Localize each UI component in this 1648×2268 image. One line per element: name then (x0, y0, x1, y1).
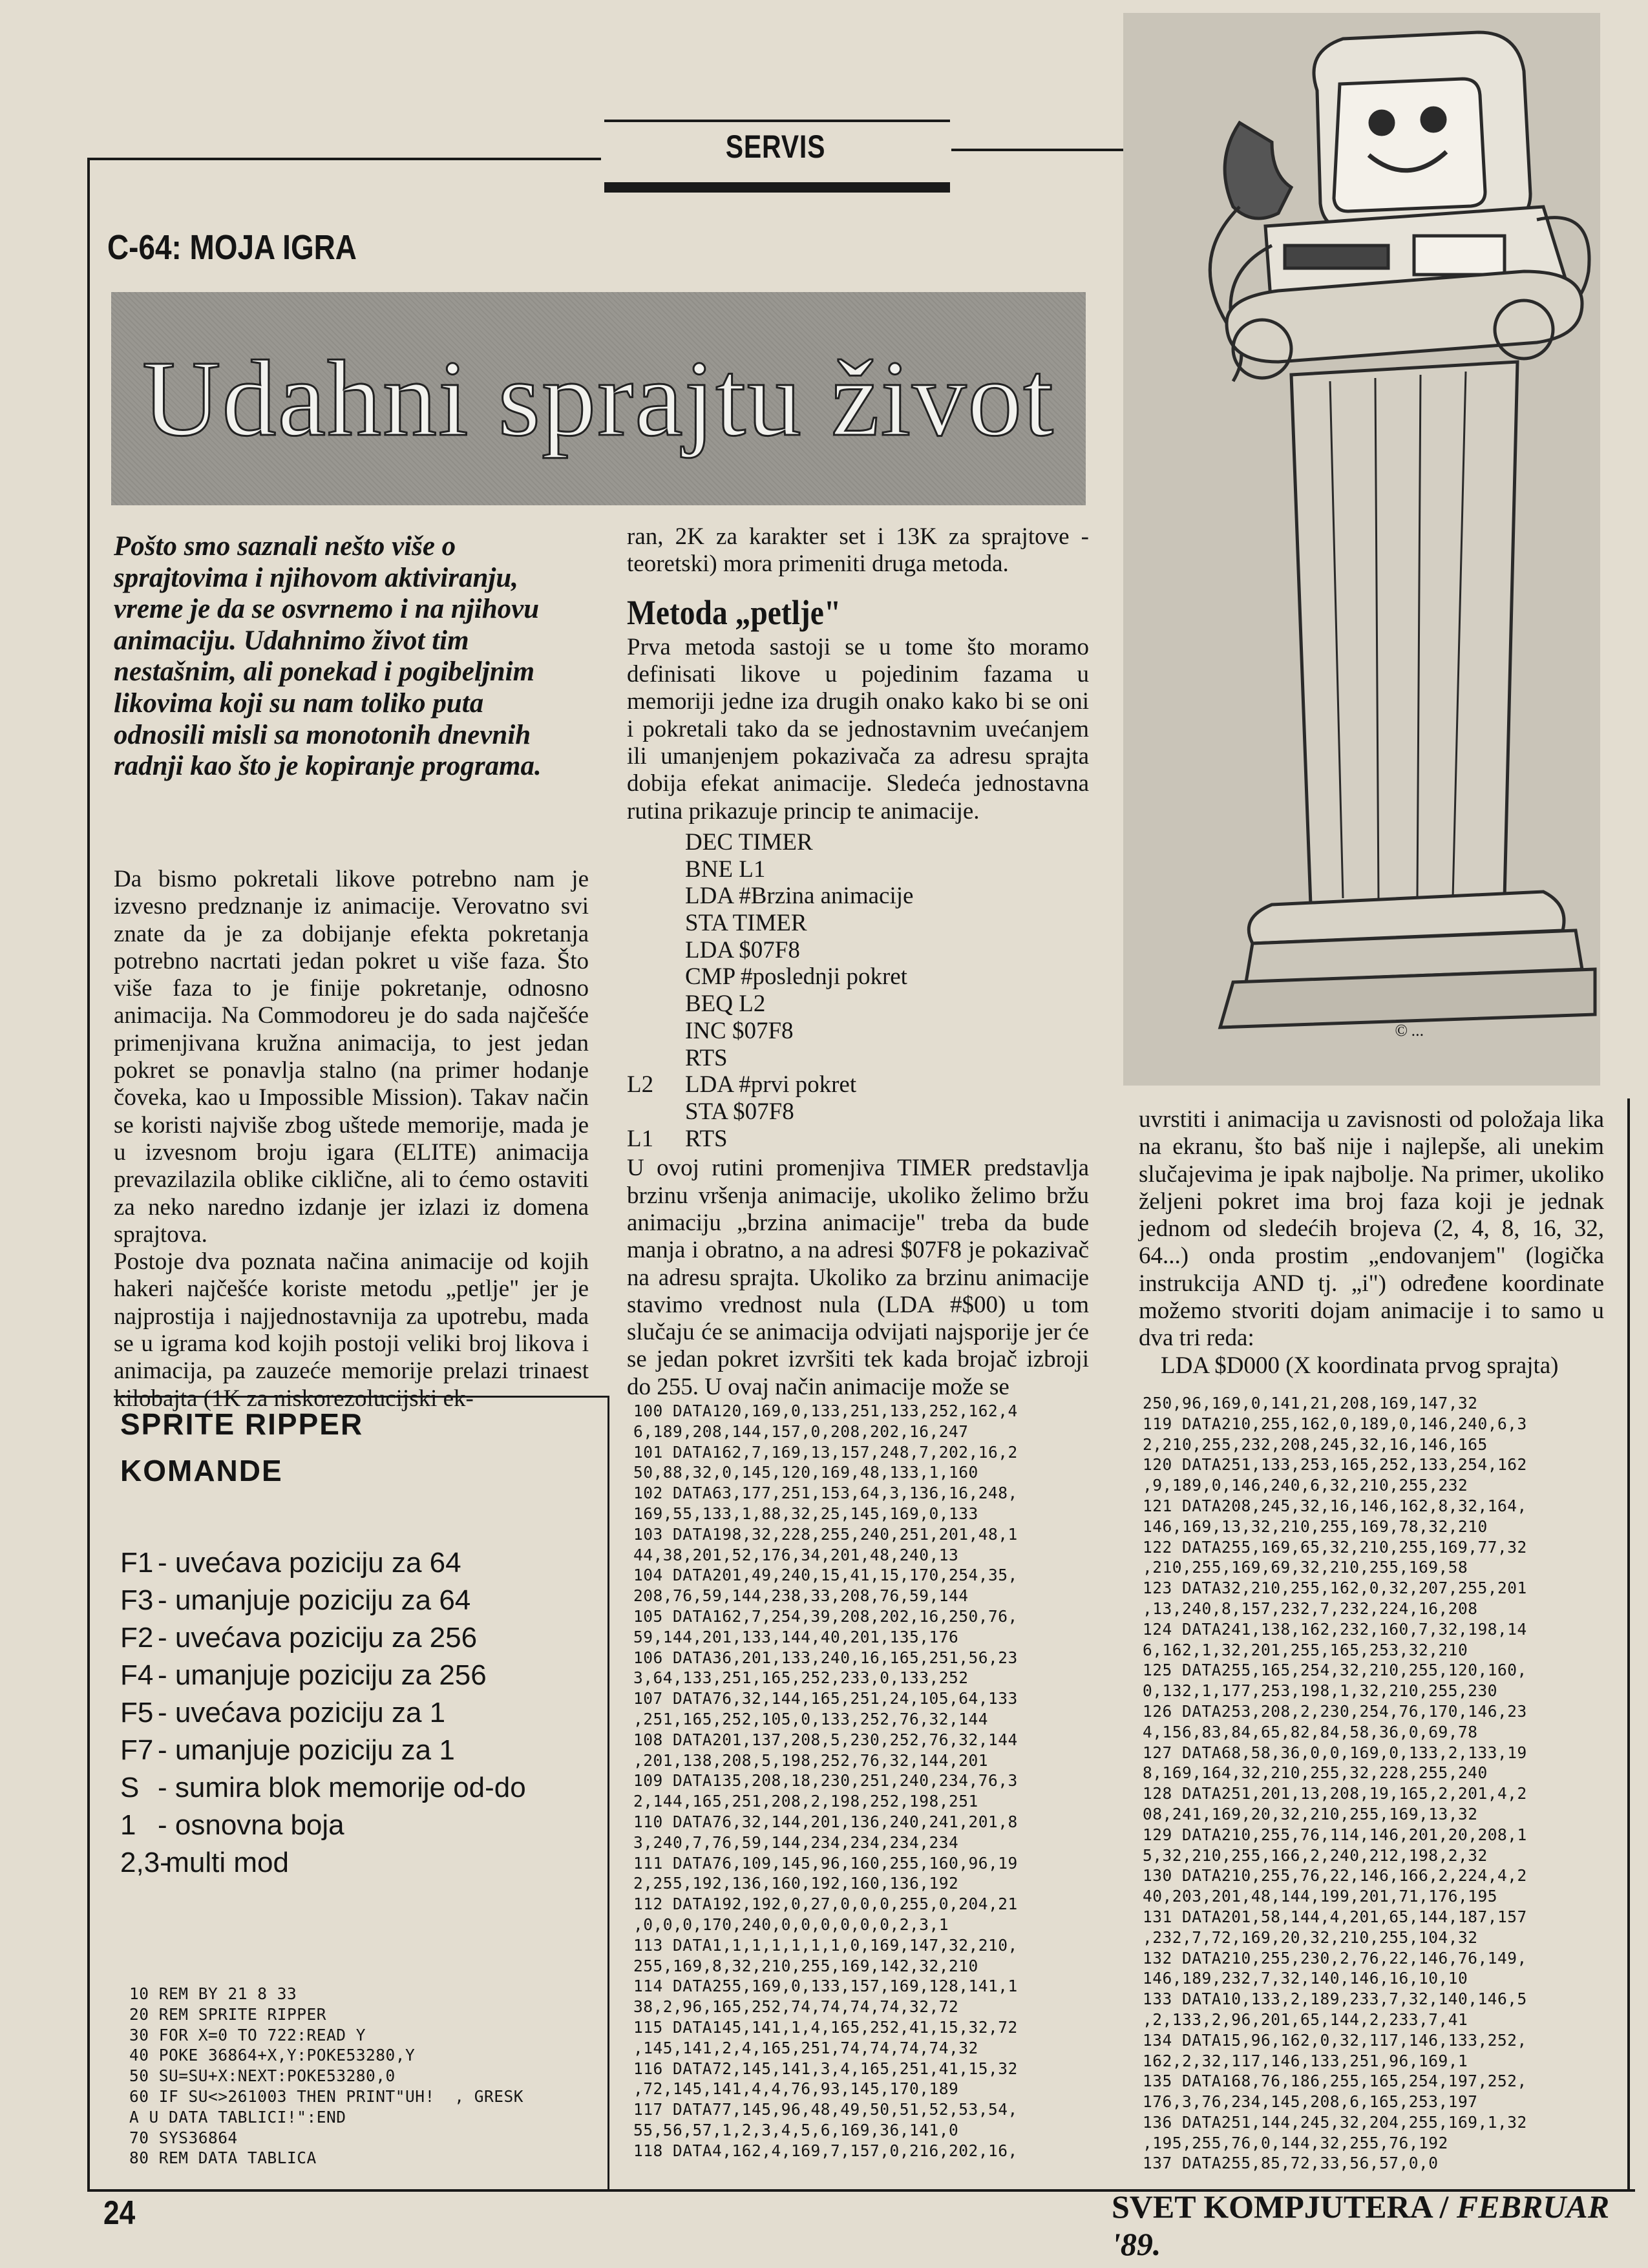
asm-line: LDA #Brzina animacije (685, 883, 914, 910)
column-2 (627, 523, 1089, 1401)
data-listing-2: 250,96,169,0,141,21,208,169,147,32 119 DATA210,255,162,0,189,0,146,240,6,3 2,210,255,232,208,245,32,16,146,165 120 DATA251,133,253,165,252,133,254,162 ,9,189,0,146,240,6,32,210,255,232 121 DATA208,245,32,16,146,162,8,32,164, 146,169,13,32,210,255,169,78,32,210 122 DATA255,169,65,32,210,255,169,77,32 ,210,255,169,69,32,210,255,169,58 123 DATA32,210,255,162,0,32,207,255,201 ,13,240,8,157,232,7,232,224,16,208 124 DATA241,138,162,232,160,7,32,198,14 6,162,1,32,201,255,165,253,32,210 125 DATA255,165,254,32,210,255,120,160, 0,132,1,177,253,198,1,32,210,255,230 126 DATA253,208,2,230,254,76,170,146,23 4,156,83,84,65,82,84,58,36,0,69,78 127 DATA68,58,36,0,0,169,0,133,2,133,19 8,169,164,32,210,255,32,228,255,240 128 DATA251,201,13,208,19,165,2,201,4,2 08,241,169,20,32,210,255,169,13,32 129 DATA210,255,76,114,146,201,20,208,1 5,32,210,255,166,2,240,212,198,2,32 130 DATA210,255,76,22,146,166,2,224,4,2 40,203,201,48,144,199,201,71,176,195 131 DATA201,58,144,4,201,65,144,187,157 ,232,7,72,169,20,32,210,255,104,32 132 DATA210,255,230,2,76,22,146,76,149, 146,189,232,7,32,140,146,16,10,10 133 DATA10,133,2,189,233,7,32,140,146,5 ,2,133,2,96,201,65,144,2,233,7,41 134 DATA15,96,162,0,32,117,146,133,252, 162,2,32,117,146,133,251,96,169,1 135 DATA168,76,186,255,165,254,197,252, 176,3,76,234,145,208,6,165,253,197 136 DATA251,144,245,32,204,255,169,1,32 ,195,255,76,0,144,32,255,76,192 137 DATA255,85,72,33,56,57,0,0 (1143, 1394, 1527, 2173)
commands-title (120, 1401, 363, 1494)
data-listing-1: 100 DATA120,169,0,133,251,133,252,162,4 6,189,208,144,157,0,208,202,16,247 101 DATA162,7,169,13,157,248,7,202,16,2 50,88,32,0,145,120,169,48,133,1,160 102 DATA63,177,251,153,64,3,136,16,248, 169,55,133,1,88,32,25,145,169,0,133 103 DATA198,32,228,255,240,251,201,48,1 44,38,201,52,176,34,201,48,240,13 104 DATA201,49,240,15,41,15,170,254,35, 208,76,59,144,238,33,208,76,59,144 105 DATA162,7,254,39,208,202,16,250,76, 59,144,201,133,144,40,201,135,176 106 DATA36,201,133,240,16,165,251,56,23 3,64,133,251,165,252,233,0,133,252 107 DATA76,32,144,165,251,24,105,64,133 ,251,165,252,105,0,133,252,76,32,144 108 DATA201,137,208,5,230,252,76,32,144 ,201,138,208,5,198,252,76,32,144,201 109 DATA135,208,18,230,251,240,234,76,3 2,144,165,251,208,2,198,252,198,251 110 DATA76,32,144,201,136,240,241,201,8 3,240,7,76,59,144,234,234,234,234 111 DATA76,109,145,96,160,255,160,96,19 2,255,192,136,160,192,160,136,192 112 DATA192,192,0,27,0,0,0,255,0,204,21 ,0,0,0,170,240,0,0,0,0,0,0,2,3,1 113 DATA1,1,1,1,1,1,1,0,169,147,32,210, 255,169,8,32,210,255,169,142,32,210 114 DATA255,169,0,133,157,169,128,141,1 38,2,96,165,252,74,74,74,74,32,72 115 DATA145,141,1,4,165,252,41,15,32,72 ,145,141,2,4,165,251,74,74,74,74,32 116 DATA72,145,141,3,4,165,251,41,15,32 ,72,145,141,4,4,76,93,145,170,189 117 DATA77,145,96,48,49,50,51,52,53,54, 55,56,57,1,2,3,4,5,6,169,36,141,0 118 DATA4,162,4,169,7,157,0,216,202,16, (633, 1402, 1018, 2160)
asm-line: LDA $07F8 (685, 936, 800, 963)
issue-date: FEBRUAR '89. (1112, 2189, 1610, 2262)
asm-line: BNE L1 (685, 856, 766, 883)
col3-code-line: LDA $D000 (X koordinata prvog sprajta) (1161, 1352, 1559, 1379)
asm-line: L2 LDA #prvi pokret (627, 1071, 857, 1098)
col1-paragraph-2: Postoje dva poznata načina animacije od kojih hakeri najčešće koriste metodu „petlje" jer je najprostija i najjednostavnija za upotrebu, mada se u igrama kod kojih postoji veliki broj likova i animacija, pa zauzeće memorije prelazi trinaest kilobajta (1K za niskorezolucijski ek- (114, 1248, 589, 1412)
servis-rule-top (604, 120, 950, 122)
kicker: C-64: MOJA IGRA (107, 228, 357, 267)
command-item: F1 - uvećava poziciju za 64 (120, 1547, 461, 1579)
lead-paragraph: Pošto smo saznali nešto više o sprajtovima i njihovom aktiviranju, vreme je da se osvrnemo i na njihovu animaciju. Udahnimo život tim nestašnim, ali ponekad i pogibeljnim likovima koji su nam toliko puta odnosili misli sa monotonih dnevnih radnji kao što je kopiranje programa. (114, 531, 542, 782)
assembly-routine (627, 829, 1089, 1152)
command-item: F2 - uvećava poziciju za 256 (120, 1622, 478, 1654)
basic-listing: 10 REM BY 21 8 33 20 REM SPRITE RIPPER 30 FOR X=0 TO 722:READ Y 40 POKE 36864+X,Y:POKE53280,Y 50 SU=SU+X:NEXT:POKE53280,0 60 IF SU<>261003 THEN PRINT"UH! , GRESK A U DATA TABLICI!":END 70 SYS36864 80 REM DATA TABLICA (129, 1984, 524, 2168)
section-tag: SERVIS (725, 129, 826, 165)
top-rule-left (87, 158, 601, 160)
asm-line: DEC TIMER (685, 828, 813, 856)
asm-line: INC $07F8 (685, 1017, 794, 1044)
col2-paragraph-1: Prva metoda sastoji se u tome što moramo definisati likove u pojedinim fazama u memoriji jedne iza drugih onako kako bi se oni i pokretali tako da se jednostavnim uvećanjem ili umanjenjem pokazivača za adresu sprajta dobija efekat animacije. Sledeća jednostavna rutina prikazuje princip te animacije. (627, 633, 1089, 824)
section-heading-petlje: Metoda „petlje" (627, 593, 841, 632)
command-item: S - sumira blok memorije od-do (120, 1772, 526, 1803)
magazine-footer (1112, 2188, 1648, 2263)
command-item: F4 - umanjuje poziciju za 256 (120, 1659, 487, 1691)
top-rule-right (951, 149, 1126, 151)
col1-paragraph-1: Da bismo pokretali likove potrebno nam je izvesno predznanje iz animacije. Verovatno svi znate da je za dobijanje efekta pokretanja potrebno nacrtati jedan pokret u više faza. Što više faza to je finije pokretanje, odnosno animacija. Na Commodoreu je do sada najčešće primenjivana kružna animacija, to jest jedan pokret se ponavlja stalno (na primer hodanje čoveka, kao u Impossible Mission). Takav način se koristi najviše zbog uštede memorije, mada je u izvesnom broju igara (ELITE) animacija prevazilazila oblike ciklične, ali to ćemo ostaviti za neko naredno izdanje jer izlazi iz domena sprajtova. (114, 866, 589, 1248)
command-item: F3 - umanjuje poziciju za 64 (120, 1584, 471, 1616)
commands-title-line-1: SPRITE RIPPER (120, 1407, 364, 1441)
asm-line: STA TIMER (685, 910, 807, 937)
illustration-signature: © ... (1395, 1021, 1424, 1040)
listing-box-right (607, 1396, 609, 2189)
command-item: 2,3- multi mod (120, 1847, 289, 1878)
frame-left-border (87, 158, 90, 2192)
headline: Udahni sprajtu život (142, 338, 1055, 459)
magazine-name: SVET KOMPJUTERA (1112, 2189, 1431, 2225)
col2-paragraph-2: U ovoj rutini promenjiva TIMER predstavlja brzinu vršenja animacije, ukoliko želimo bržu animaciju „brzina animacije" treba da bude manja i obratno, a na adresi $07F8 je pokazivač na adresu sprajta. Ukoliko za brzinu animacije stavimo vrednost nula (LDA #$00) u tom slučaju će se animacija odvijati najsporije jer će se jedan pokret izvršiti tek kada brojač izbroji do 255. U ovaj način animacije može se (627, 1155, 1089, 1400)
commands-list (120, 1544, 526, 1882)
page-number: 24 (103, 2194, 136, 2232)
footer-separator: / (1431, 2189, 1457, 2225)
command-item: 1 - osnovna boja (120, 1809, 344, 1841)
col3-paragraph-1: uvrstiti i animacija u zavisnosti od položaja lika na ekranu, što baš nije i najlepše, ali unekim slučajevima je ipak najbolje. Na primer, ukoliko željeni pokret ima broj faza koji je jednak jednom od sledećih brojeva (2, 4, 8, 16, 32, 64...) onda prostim „endovanjem" (logička instrukcija AND tj. „i") određene koordinate možemo stvoriti dojam animacije i to samo u dva tri reda: (1139, 1106, 1604, 1352)
command-item: F5 - uvećava poziciju za 1 (120, 1697, 446, 1728)
asm-line: CMP #poslednji pokret (685, 963, 907, 991)
frame-right-border (1627, 1098, 1630, 2190)
asm-line: STA $07F8 (685, 1098, 794, 1125)
column-3 (1139, 1106, 1604, 1380)
commands-title-line-2: KOMANDE (120, 1454, 283, 1487)
asm-line: BEQ L2 (685, 991, 766, 1018)
asm-line: RTS (685, 1044, 728, 1071)
col2-paragraph-0: ran, 2K za karakter set i 13K za sprajtove - teoretski) mora primeniti druga metoda. (627, 523, 1089, 578)
robot-on-column-drawing (1123, 13, 1600, 1086)
command-item: F7 - umanjuje poziciju za 1 (120, 1734, 455, 1766)
servis-rule-bottom (604, 182, 950, 193)
column-1 (114, 866, 589, 1412)
asm-line: L1 RTS (627, 1125, 728, 1152)
robot-illustration (1123, 13, 1600, 1086)
